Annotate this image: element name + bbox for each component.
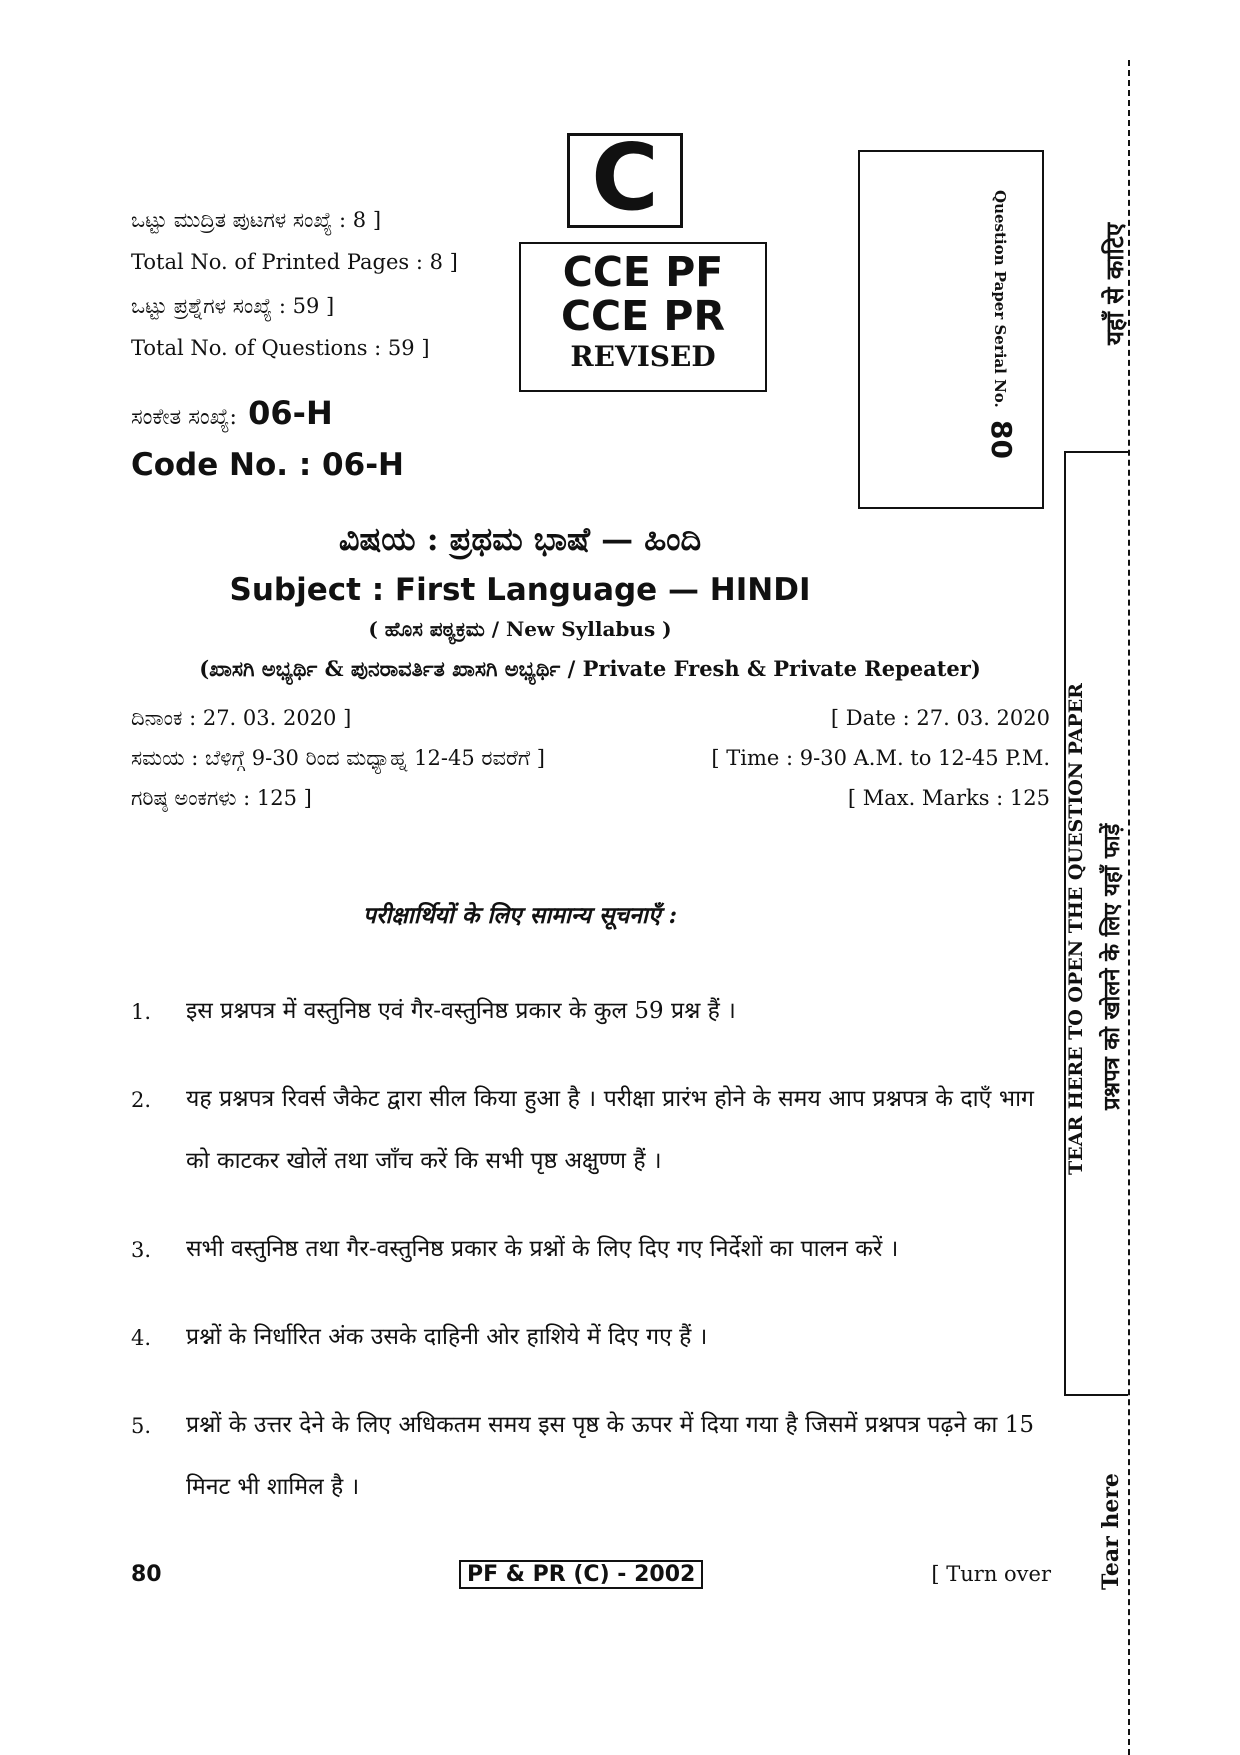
tear-open-hindi: प्रश्नपत्र को खोलने के लिए यहाँ फाड़ें <box>1099 823 1125 1110</box>
code-kannada-value: 06-H <box>236 394 333 432</box>
instruction-text: इस प्रश्नपत्र में वस्तुनिष्ठ एवं गैर-वस्तुनिष्ठ प्रकार के कुल 59 प्रश्न हैं । <box>186 998 736 1024</box>
exam-type-box <box>519 242 767 392</box>
serial-number-label <box>987 190 1011 440</box>
tear-open-english: TEAR HERE TO OPEN THE QUESTION PAPER <box>1065 683 1087 1175</box>
printed-pages-kannada: ಒಟ್ಟು ಮುದ್ರಿತ ಪುಟಗಳ ಸಂಖ್ಯೆ : 8 ] <box>131 208 382 232</box>
instruction-number: 2. <box>131 1088 152 1112</box>
max-marks-english: [ Max. Marks : 125 <box>847 786 1050 810</box>
code-number-english: Code No. : 06-H <box>131 447 405 483</box>
footer-paper-code: PF & PR (C) - 2002 <box>459 1560 703 1589</box>
footer-page-number: 80 <box>131 1562 162 1587</box>
instruction-number: 5. <box>131 1414 152 1438</box>
date-kannada: ದಿನಾಂಕ : 27. 03. 2020 ] <box>131 706 352 730</box>
code-number-kannada <box>131 394 333 432</box>
total-questions-english: Total No. of Questions : 59 ] <box>131 336 430 360</box>
syllabus-label: ( ಹೊಸ ಪಠ್ಯಕ್ರಮ / New Syllabus ) <box>368 617 672 641</box>
subject-english: Subject : First Language — HINDI <box>229 572 811 608</box>
printed-pages-english: Total No. of Printed Pages : 8 ] <box>131 250 458 274</box>
code-kannada-label: ಸಂಕೇತ ಸಂಖ್ಯೆ: <box>131 405 237 430</box>
cut-here-hindi: यहाँ से काटिए <box>1100 222 1129 345</box>
instructions-title: परीक्षार्थियों के लिए सामान्य सूचनाएँ : <box>362 902 678 929</box>
turn-over-label: [ Turn over <box>931 1562 1051 1586</box>
max-marks-kannada: ಗರಿಷ್ಠ ಅಂಕಗಳು : 125 ] <box>131 786 312 810</box>
exam-type-pf: CCE PF <box>562 248 724 296</box>
serial-number-value: 80 <box>985 420 1018 459</box>
tear-here-label: Tear here <box>1098 1473 1124 1590</box>
revised-label: REVISED <box>570 340 716 373</box>
instruction-text: सभी वस्तुनिष्ठ तथा गैर-वस्तुनिष्ठ प्रकार के प्रश्नों के लिए दिए गए निर्देशों का पालन करें । <box>186 1236 899 1262</box>
instruction-text: यह प्रश्नपत्र रिवर्स जैकेट द्वारा सील किया हुआ है । परीक्षा प्रारंभ होने के समय आप प्रश्नपत्र के दाएँ भाग को काटकर खोलें तथा जाँच करें कि सभी पृष्ठ अक्षुण्ण हैं । <box>186 1086 1034 1174</box>
instruction-number: 3. <box>131 1238 152 1262</box>
serial-label-text: Question Paper Serial No. <box>991 190 1009 408</box>
instruction-number: 4. <box>131 1326 152 1350</box>
total-questions-kannada: ಒಟ್ಟು ಪ್ರಶ್ನೆಗಳ ಸಂಖ್ಯೆ : 59 ] <box>131 294 335 318</box>
time-english: [ Time : 9-30 A.M. to 12-45 P.M. <box>711 746 1050 770</box>
instruction-text: प्रश्नों के उत्तर देने के लिए अधिकतम समय इस पृष्ठ के ऊपर में दिया गया है जिसमें प्रश्नपत्र पढ़ने का 15 मिनट भी शामिल है । <box>186 1412 1034 1500</box>
instruction-text: प्रश्नों के निर्धारित अंक उसके दाहिनी ओर हाशिये में दिए गए हैं । <box>186 1324 708 1350</box>
instruction-number: 1. <box>131 1000 152 1024</box>
version-letter-box <box>567 123 683 231</box>
time-kannada: ಸಮಯ : ಬೆಳಿಗ್ಗೆ 9-30 ರಿಂದ ಮಧ್ಯಾಹ್ನ 12-45 ರವರೆಗೆ ] <box>131 746 545 770</box>
subject-kannada: ವಿಷಯ : ಪ್ರಥಮ ಭಾಷೆ — ಹಿಂದಿ <box>338 520 702 558</box>
date-english: [ Date : 27. 03. 2020 <box>830 706 1050 730</box>
version-letter: C <box>591 123 659 231</box>
candidate-type: (ಖಾಸಗಿ ಅಭ್ಯರ್ಥಿ & ಪುನರಾವರ್ತಿತ ಖಾಸಗಿ ಅಭ್ಯರ್ಥಿ / Private Fresh & Private Repeater) <box>199 656 981 681</box>
exam-type-pr: CCE PR <box>560 292 726 340</box>
